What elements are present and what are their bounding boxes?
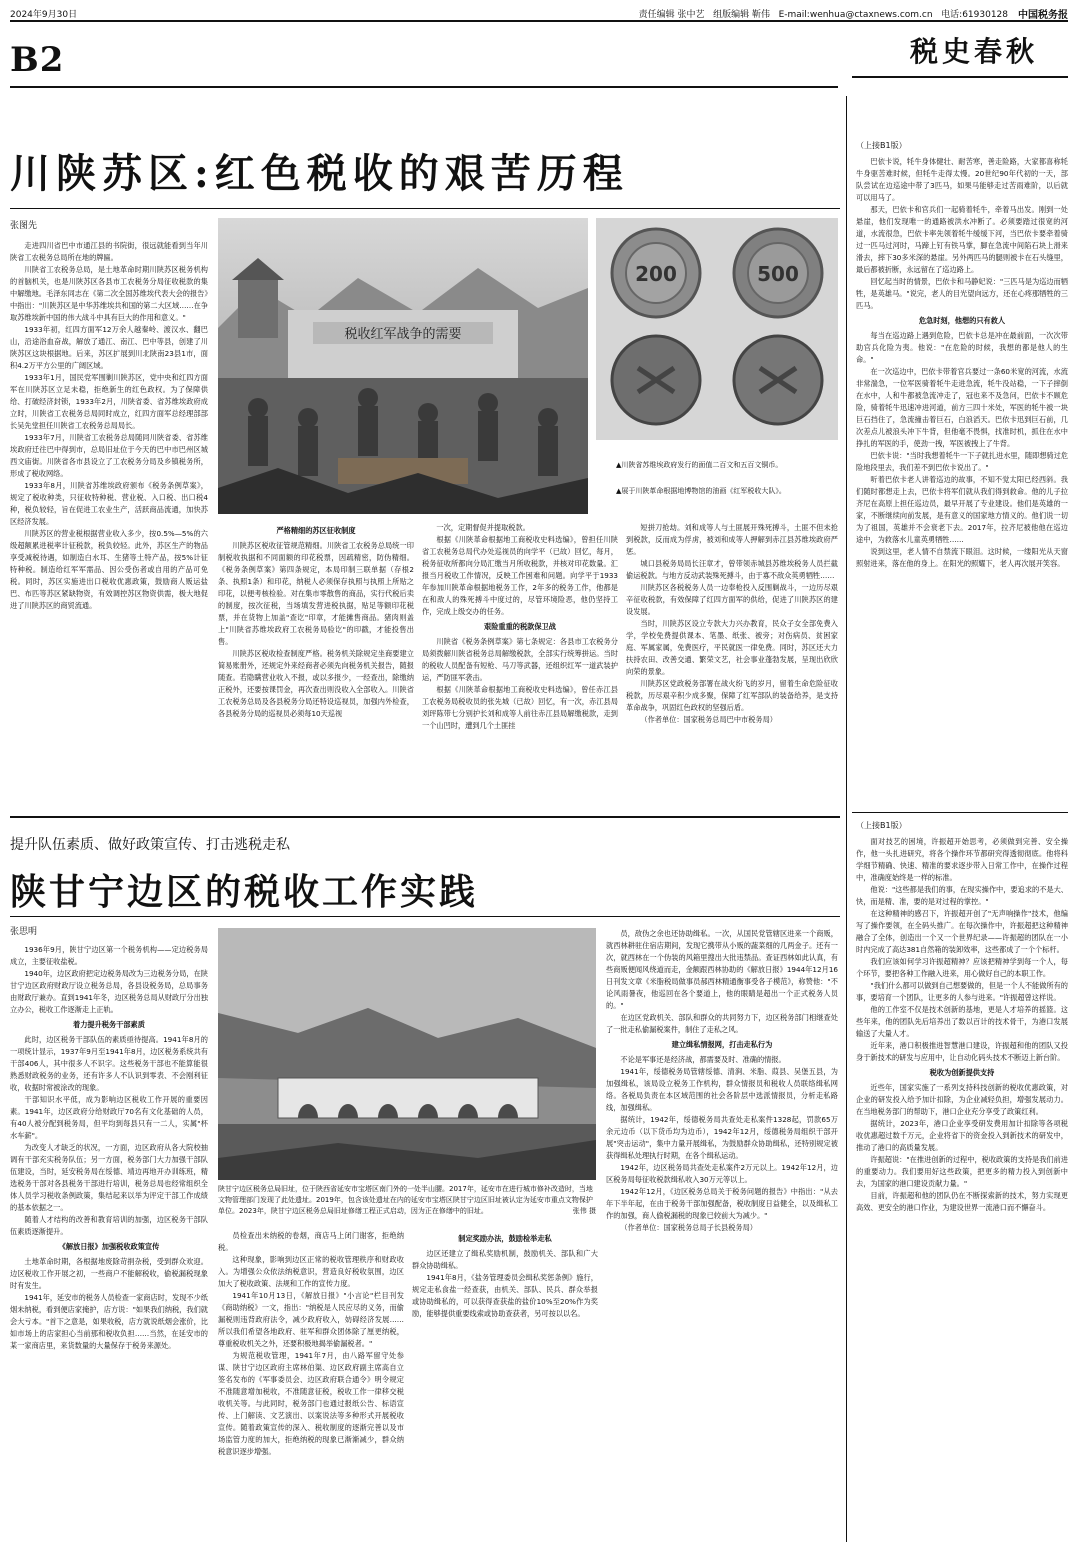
issue-date: 2024年9月30日: [10, 10, 78, 20]
paragraph: 巴依卡说，牦牛身体健壮、耐苦寒，善走险路，大家都喜称牦牛身驱苦难时候，但牦牛走得太慢。20世纪90年代初的一天，部队尝试在边巡途中带了3匹马，如果马能够走过苦雨难阶，以后就可以用马了。: [856, 157, 1068, 202]
paragraph: 1933年初，红四方面军12万余人越秦岭、渡汉水、翻巴山，沿途浴血奋战，解放了通江、南江、巴中等县，创建了川陕苏区这块根据地。后来，苏区扩展到川北陕南23县1市，面积4.2万平方公里的广阔区域。: [10, 325, 208, 370]
subheading: 制定奖励办法，鼓励检举走私: [458, 1234, 552, 1243]
paragraph: 城口县税务局局长汪章才，曾带领赤城县苏维埃税务人员拦截偷运税款。与地方反动武装殊死搏斗，由于寡不敌众英勇牺牲……: [626, 559, 838, 580]
article-separator: [10, 816, 840, 818]
email: E-mail:wenhua@ctaxnews.com.cn: [778, 10, 933, 20]
paragraph: 在边区党政机关、部队和群众的共同努力下，边区税务部门相继查处了一批走私偷漏税案件，制住了走私之风。: [606, 1013, 838, 1034]
subheading: 严格精细的苏区征收制度: [276, 526, 356, 535]
paragraph: 我们应该如何学习许振超精神？应该把精神学到每一个人，每个环节，要把各种工作融入进来，用心做好自己的本职工作。: [856, 957, 1068, 978]
article2-kicker: 提升队伍素质、做好政策宣传、打击逃税走私: [10, 837, 290, 853]
paragraph: "我们什么都可以做到自己想要做的，但是一个人不能做所有的事，要培育一个团队，让更多的人参与进来。"许振超曾这样说。: [856, 981, 1068, 1002]
paragraph: 1941年8月，《盐务管理委员会缉私奖惩条例》施行，规定走私食盐一经查获，由机关、部队、民兵、群众举报或协助缉私的，可以获得查获盐的盐价10%至20%作为奖励，能够提供重要线索或协助查获者，另可按以以名。: [412, 1273, 598, 1318]
article1-column-4: [626, 522, 838, 808]
paragraph: 川陕苏区党政税务部署在战火纷飞的岁月，留着生命危险征收税款，历尽艰辛积少成多聚，保障了红军部队的装备给养，是支持革命战争，巩固红色政权的坚强后盾。: [626, 679, 838, 712]
paragraph: 此时，边区税务干部队伍的素质亟待提高。1941年8月的一项统计显示，1937年9月至1941年8月，边区税务系统共有干部406人，其中很多人不识字。这些税务干部也不能算能很熟悉财政税务的业务，还有许多人不认识到零表、不会刚利征收，收据时常被涂改的现象。: [10, 1035, 208, 1092]
paragraph: 近年来，港口积极推进智慧港口建设，许振超和他的团队又投身于新技术的研发与应用中，让自动化码头技术不断迈上新台阶。: [856, 1041, 1068, 1062]
paragraph: 川陕苏区各税税务人员一边奉枪投入反围剿战斗，一边历尽艰辛征收税款，有效保障了红四方面军的供给，促进了川陕苏区的建设发展。: [626, 583, 838, 616]
article2-title: 陕甘宁边区的税收工作实践: [10, 871, 479, 913]
article2-photo-caption: [218, 1184, 596, 1226]
paragraph: 土地革命时期，各根据地废除苛捐杂税，受到群众欢迎。边区税收工作开展之初，一些商户不能解税收，偷税漏税现象时有发生。: [10, 1257, 208, 1290]
paragraph: （作者单位：国家税务总局巴中市税务局）: [640, 715, 777, 724]
paragraph: 一次，定期督促并提取税款。: [436, 523, 530, 532]
paragraph: 在一次巡边中，巴依卡带着官兵要过一条60米宽的河流，水流非常湍急，一位军医骑着牦牛走进急流，牦牛没站稳，一下子摔倒在水中，人和牛都被急流冲走了，冠也来不及急问，巴依卡不顾危险，骑着牦牛迅速冲进河道，前方三四十米处，军医的牦牛被一块巨石挡住了，急流撞击着巨石，白浪滔天。巴依卡迅到巨石前，几次差点儿被浪头冲下牛背，但他毫不畏惧，找准时机，抓住在水中挣扎的军医的手，使劲一拽，军医被拽上了牛背。: [856, 367, 1068, 448]
editor-info: [639, 7, 1008, 20]
paragraph: 1942年12月，《边区税务总局关于税务问题的报告》中指出："从去年下半年起，在由于税务干部加强配备，税收制度日益健全，以及缉私工作的加强，商人偷税漏税的现象已较前大为减少。": [606, 1187, 838, 1220]
coin-500-label: 500: [757, 262, 799, 286]
subheading: 艰险重重的税款保卫战: [484, 622, 556, 631]
column-rule: [852, 76, 1068, 78]
editor: 责任编辑 张中艺: [638, 10, 705, 20]
sidebar2-body: [856, 836, 1068, 1542]
phone: 电话:61930128: [941, 10, 1008, 20]
paragraph: 1936年9月，陕甘宁边区第一个税务机构——定边税务局成立，主要征收盐税。: [10, 945, 208, 966]
paragraph: 根据《川陕革命根据地工商税收史料选编》，曾担任川陕省工农税务总局代办处巡视员的向学平（已故）回忆，每月，税务征收所都向分局汇缴当月所收税款，并核对印花数量。汇报当月税收工作情况，反映工作困难和问题。向学平于1933年参加川陕革命根据地税务工作，2年多的税务工作，他都是在和敌人的殊死搏斗中度过的，尽管环境险恶，他仍坚持工作，完成上级交办的任务。: [422, 535, 618, 616]
paragraph: 为改变人才缺乏的状况，一方面，边区政府从各大院校抽调有干部充实税务队伍；另一方面，税务部门大力加强干部队伍建设，当时，延安税务局在绥德、靖边再地开办训练班，精选税务干部对各县税务干部进行培训，税务总局也经常组织全体人员学习税收条例政策，集结起来以举为评定干部工作成绩的基本依据之一。: [10, 1143, 208, 1212]
painting-banner: 税收红军战争的需要: [344, 327, 462, 342]
paragraph: 在这种精神的感召下，许振超开创了"无声响操作"技术，他编写了操作要领，在全码头推广。在每次操作中，许振超把这种精神融合了全体，创造出一个又一个世界纪录——许振超的团队在一小时内完成了高达381自然箱的装卸效率，这些都成了一个个标杆。: [856, 909, 1068, 954]
subheading: 《解放日报》加强税收政策宣传: [58, 1242, 160, 1251]
subheading: 税收为创新提供支持: [929, 1068, 995, 1077]
photo-credit: 张伟 摄: [572, 1207, 596, 1215]
paragraph: 说到这里，老人情不自禁流下眼泪。这时候，一缕阳光从天窗照射进来，落在他的身上。在阳光的照耀下，老人再次展开笑容。: [856, 547, 1068, 568]
tax-bureau-site-image: [218, 928, 596, 1180]
sidebar2-continued-tag: （上接B1版）: [856, 821, 907, 830]
header-rule: [10, 86, 838, 88]
column-title: 税史春秋: [909, 35, 1038, 68]
designer: 组版编辑 靳伟: [713, 10, 770, 20]
paragraph: 回忆起当时的情景，巴依卡和马静妃说："三匹马是为巡边而牺牲，是英雄马。"说完，老人的目光望向远方，还在心疼那牺牲的三匹马。: [856, 277, 1068, 310]
article1-title: 川陕苏区:红色税收的艰苦历程: [10, 150, 629, 197]
paragraph: 员，敌伪之余也还协助缉私。一次，从国民党管辖区进来一个商贩，就西林耕驻住宿店期间，发现它携带从小贩的蔬菜细的几两金子。还有一次，就西林在一个伪装的风箱里搜出大批违禁品。查证西林如此认真，有些商贩便闻风绕道而走，金额跟西林协助的《解放日报》1944年12月16日刊发文章《米脂税局做事员郝西林精通衡事受各子模范》，称赞他："不论风雨暑夜，他巡回在各个要道上，他的眼睛是超出一个正式税务人员的。": [606, 929, 838, 1010]
paragraph: 川陕省工农税务总局，是土地革命时期川陕苏区税务机构的首脑机关，也是川陕苏区各县市工农税务分局征收税款的集中解缴地。毛泽东同志在《第二次全国苏维埃代表大会的报告》中指出："川陕苏区是中华苏维埃共和国的第二大区域……在争取苏维埃新中国的伟大战斗中具有巨大的作用和意义。": [10, 265, 208, 322]
paragraph: 听着巴依卡老人讲着巡边的故事，不知不觉太阳已经西斜。我们随时都想走上去，巴依卡将军们就从我们得到救命。他的儿子拉齐尼在高原上担任巡边员，最早开展了专业建设。他们是英雄的一家，不断继续向前发展，是有意义的国家地方情义的。他们说一切为了祖国，英雄并不会衰老下去。2017年，拉齐尼被他他在巡边途中，为救落水儿童英勇牺牲……: [856, 475, 1068, 544]
paragraph: 随着人才结构的改善和教育培训的加强，边区税务干部队伍素质逐渐提升。: [10, 1215, 208, 1236]
article1-painting: [218, 218, 588, 514]
paragraph: 边区还建立了缉私奖励机制，鼓励机关、部队和广大群众协助缉私。: [412, 1249, 598, 1270]
publication-name: 中国税务报: [1018, 10, 1068, 21]
paragraph: 他的工作室不仅是技术创新的基地，更是人才培养的摇篮。这些年来，他的团队先后培养出了数以百计的技术骨干，为港口发展输送了大量人才。: [856, 1005, 1068, 1038]
column-divider: [846, 96, 847, 1542]
paragraph: 川陕苏区的营业税根据营业收入多少，按0.5%—5%的六级超额累进税率计征税款，税负较轻。此外，苏区生产的物品享受减税待遇，如制造白水耳、生猪等土特产品，按5%计征特种税。制造给红军军需品、因公受伤者或自用的产品可免税。同时，苏区实施进出口税收优惠政策，鼓励商人贩运盐巴、布匹等苏区紧缺物资，有效调控苏区物资供需，极大地促进了川陕苏区的商贸流通。: [10, 529, 208, 610]
paragraph: 不论是军事还是经济战，都需要及时、准确的情报。: [620, 1055, 786, 1064]
paragraph: 近些年，国家实施了一系列支持科技创新的税收优惠政策，对企业的研发投入给予加计扣除，为企业减轻负担，增强发展动力。在当地税务部门的帮助下，港口企业充分享受了政策红利。: [856, 1083, 1068, 1116]
paragraph: 短拼刀抢劫。刘和成等人与土匪展开殊死搏斗，土匪不但未抢到税款，反而成为俘虏，被刘和成等人押解到赤江县苏维埃政府严惩。: [626, 523, 838, 556]
sidebar1-continued-tag: （上接B1版）: [856, 141, 907, 150]
painting-caption: ▲展于川陕革命根据地博物馆的油画《红军税收大队》。: [616, 487, 786, 495]
article1-column-3: [422, 522, 618, 808]
subheading: 着力提升税务干部素质: [73, 1020, 145, 1029]
paragraph: 为规范税收管理，1941年7月，由八路军留守处参谋、陕甘宁边区政府主席林伯渠、边区政府副主席高自立签名发布的《军事委员会、边区政府联合通令》明令规定不准随意增加税收，不准随意征税，税收工作一律移交税收机关等。与此同时，税务部门也通过报纸公告、标语宣传、上门解读、文艺演出、以案说法等多种形式开展税收宣传。随着政策宣传的深入、税收制度的逐渐完善以及市场监管力度的加大，拒绝纳税的现象已渐渐减少，群众纳税意识逐步增强。: [218, 1351, 404, 1456]
photo-caption-text: 陕甘宁边区税务总局旧址，位于陕西省延安市宝塔区南门外的一处半山腰。2017年，延安市在进行城市修补改造时，当地文物管理部门发现了此处遗址。2019年，包含该处遗址在内的延安市宝塔区陕甘宁边区旧址被认定为延安市重点文物保护单位。2023年，陕甘宁边区税务总局旧址修缮工程正式启动，因为正在修缮中的旧址。: [218, 1185, 593, 1215]
article1-coins-photo: [596, 218, 838, 440]
article1-rule: [10, 208, 840, 209]
paragraph: 1933年1月，国民党军围剿川陕苏区，党中央和红四方面军在川陕苏区立足未稳，拒绝新生的红色政权。为了保障供给、打破经济封锁，1933年2月，川陕省委、省苏维埃政府成立时，川陕省工农税务总局同时成立，红四方面军总经理部部长吴先堂担任川陕省工农税务总局局长。: [10, 373, 208, 430]
coin-200-label: 200: [635, 262, 677, 286]
article1-column-1: [10, 240, 208, 808]
paragraph: 根据《川陕革命根据地工商税收史料选编》，曾任赤江县工农税务局税收员的张先城（已故）回忆，有一次，赤江县局刘玶陈带七分别护长刘和成等人前往赤江县局解缴税款，走到一个山凹时，遭到几个土匪挂: [422, 685, 618, 730]
paragraph: 川陕省《税务条例草案》第七条规定：各县市工农税务分局须拨解川陕省税务总局解缴税款，全部实行统筹拼运。当时的税收人员配备有短枪、马刀等武器，还组织红军一道武装护运，严防匪军袭击。: [422, 637, 618, 682]
paragraph: 川陕苏区税收检查制度严格。税务机关除规定坐商要建立简易账册外，还规定外来经商者必须先向税务机关报告，随报随查。若隐瞒营业收入不报，或以多报少，一经查出，除缴纳正税外，还要按课罚金，再次查出则没收入全部收入。川陕省工农税务总局及各县税务分局还特设巡视员，加强内外检查，各县税务分局的巡视员必须每10天巡视: [218, 649, 414, 718]
article2-column-1: [10, 944, 208, 1542]
article2-column-2: [218, 1230, 404, 1542]
coins-caption: ▲川陕省苏维埃政府发行的面值二百文和五百文铜币。: [616, 461, 783, 469]
paragraph: 1941年，绥德税务局管辖绥德、清涧、米脂、葭县、吴堡五县，为加强缉私，该局设立税务工作机构，群众情报员和税收人员联络缉私网络。各税局负责在本区域范围的社会各阶层中选派情报员，分析走私路线，加强缉私。: [606, 1067, 838, 1112]
paragraph: 1933年8月，川陕省苏维埃政府颁布《税务条例草案》，规定了税收种类，只征收特种税、营业税、入口税、出口税4种，税负较轻，旨在促进工农业生产，活跃商品流通，加快苏区经济发展。: [10, 481, 208, 526]
sidebar1-body: [856, 156, 1068, 804]
paragraph: （作者单位：国家税务总局子长县税务局）: [620, 1223, 757, 1232]
article2-column-3: [606, 928, 838, 1542]
paragraph: 据统计，1942年，绥德税务局共查处走私案件1328起，罚款65万余元边币（以下货币均为边币），1942年12月，绥德税务局组织干部开展"突击运动"，集中力量开展缉私，为鼓励群众协助缉私，还特别规定被获得缉私处理执行时期，在各个缉私运动。: [606, 1115, 838, 1160]
paragraph: 他说："这些都是我们的事，在现实操作中，要追求的不是大、快，而是精、准，要的是对过程的掌控。": [856, 885, 1068, 906]
paragraph: 巴依卡说："当时我想着牦牛一下子就扎进水里，随即想骑过危险地段里去，我们差不到巴依卡说出了。": [856, 451, 1068, 472]
paragraph: 当时，川陕苏区设立专款大力兴办教育，民众子女全部免费入学，学校免费提供课本、笔墨、纸张、被旁；对伤病员、贫困家庭、军属家属，免费医疗，平民就医一律免费。同时，苏区还大力扶持农田、改善交通、繁荣文艺，社会事业蓬勃发展，呈现出欣欣向荣的景象。: [626, 619, 838, 676]
article2-author: 张思明: [10, 927, 38, 937]
paragraph: 1941年，延安市的税务人员检查一家商店时，发现不少纸烟未纳税，看到便店家掩护，店方说："如果我们纳税，我们就会大亏本。"首下之意是，如果收税，店方就说纸烟会涨价，比如市场上的店家担心当前那和税收负担……当然，在延安市的某一家商店里，来货数量的大量保存于税务来源处。: [10, 1293, 208, 1350]
paragraph: 每当在巡边路上遇到危险，巴依卡总是冲在最前面，一次次带助官兵化险为夷。他说："在危险的时候，我想的都是他人的生命。": [856, 331, 1068, 364]
paragraph: 员检查出未纳税的卷烟，商店马上闭门谢客，拒绝纳税。: [218, 1231, 404, 1252]
page-number: B2: [10, 40, 65, 80]
paragraph: 这种现象，影响到边区正常的税收管理秩序和财政收入。为增强公众依法纳税意识，营造良好税收氛围，边区加大了税收政策、法规和工作的宣传力度。: [218, 1255, 404, 1288]
page-header: [10, 6, 1068, 22]
paragraph: 面对技艺的困境，许振超开始思考，必须做到完善、安全操作，他一头扎进研究，将各个操作环节都研究得透彻彻底。他将科学细节精确、快速、精准的要求逐步带入日常工作中，在操作过程中，准确度始终是一样的标准。: [856, 837, 1068, 882]
subheading: 危急时刻，他想的只有救人: [918, 316, 1006, 325]
paragraph: 1942年，边区税务局共查处走私案件2万元以上。1942年12月，边区税务局每征收税款缉私收入30万元等以上。: [606, 1163, 838, 1184]
paragraph: 走进四川省巴中市通江县的书院街，很远就能看到当年川陕省工农税务总局所在地的牌匾。: [10, 241, 208, 262]
article2-rule: [10, 916, 840, 917]
paragraph: 据统计，2023年，港口企业享受研发费用加计扣除等各项税收优惠超过数千万元，企业将省下的资金投入到新技术的研发中，推动了港口的高质量发展。: [856, 1119, 1068, 1152]
sidebar-separator: [852, 812, 1068, 813]
paragraph: 干部知识水平低，成为影响边区税收工作开展的重要因素。1941年，边区政府分给财政厅70名有文化基础的人员，有40人被分配到税务局，但平均到每县只有一二人，实属"杯水车薪"。: [10, 1095, 208, 1140]
paragraph: 目前，许振超和他的团队仍在不断探索新的技术，努力实现更高效、更安全的港口作业，为建设世界一流港口而不懈奋斗。: [856, 1191, 1068, 1212]
paragraph: 1940年，边区政府把定边税务局改为三边税务分局，在陕甘宁边区政府财政厅设立税务总局，各县设税务局，总局事务由财政厅兼办。直到1941年冬，边区税务总局从财政厅分出独立办公，税收工作逐渐走上正轨。: [10, 969, 208, 1014]
article1-column-2: [218, 522, 414, 808]
article2-photo: [218, 928, 596, 1180]
coins-image: [596, 218, 838, 440]
paragraph: 那天，巴依卡和官兵们一起骑着牦牛，牵着马出发。刚到一处悬崖，他们发现唯一的通路被洪水冲断了。必须要踏过很宽的河道，水流很急，巴依卡率先领着牦牛缓缓下河，当巴依卡要牵着骑过一匹马过河时，马蹄上钉有铁马掌，脚在急流中间陷石块上滑来滑去，摔下30多米深的悬崖。另外两匹马的腿则被卡在石头缝里，最后都被折断，永远留在了巡边路上。: [856, 205, 1068, 274]
paragraph: 1941年10月13日，《解放日报》"小言论"栏目刊发《商助纳税》一文，指出："纳税是人民应尽的义务，而偷漏税则违背政府法令，减少政府收入，妨碍经济发展……所以我们希望各地政府、驻军和群众团体除了厘更纳税，尊重税收机关之外，还要积极地揭举偷漏税者。": [218, 1291, 404, 1348]
paragraph: 1933年7月，川陕省工农税务总局随同川陕省委、省苏维埃政府迁往巴中得到市，总局旧址位于今天的巴中市巴州区城西文庙街。川陕省各市县设立了工农税务分局及乡镇税务所，形成了税收网络。: [10, 433, 208, 478]
article2-column-2b: [412, 1230, 598, 1542]
paragraph: 川陕苏区税收征管规范精细。川陕省工农税务总局统一印制税收执据和不同面额的印花税票，因疏精密，防伪精细。《税务条例草案》第四条规定，本局印制三联单据（存根2条、执照1条）和印花，纳税人必须保存执照与执照上所贴之印花，以便考核检验。对在集市零散售的商品，实行代税后卖的制度，按次征税，当场填发营进税执据，贴足等额印花税票，并在货物上加盖"查讫"印章，才能摊售商品。猪肉则盖上"川陕省苏维埃政府工农税务局验讫"的印戳，才能投售出售。: [218, 541, 414, 646]
painting-image: [218, 218, 588, 514]
paragraph: 许振超说："在推进创新的过程中，税收政策的支持是我们前进的重要动力。我们要用好这些政策，把更多的精力投入到创新中去，为国家的港口建设贡献力量。": [856, 1155, 1068, 1188]
article1-author: 张图先: [10, 221, 38, 231]
subheading: 建立缉私情报网，打击走私行为: [671, 1040, 773, 1049]
